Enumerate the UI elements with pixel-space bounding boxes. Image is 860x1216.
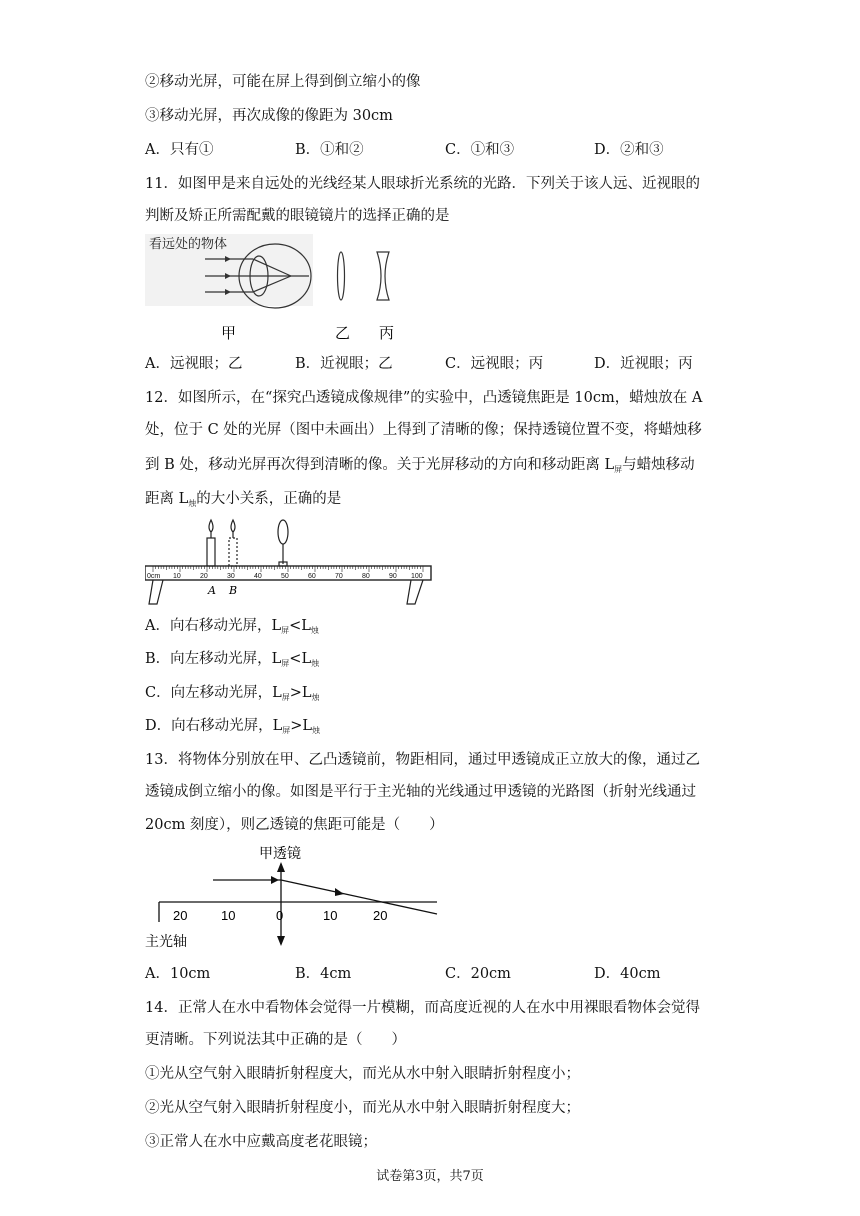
tick-label: 20	[200, 573, 208, 580]
q12-stem-2: 处，位于 C 处的光屏（图中未画出）上得到了清晰的像；保持透镜位置不变，将蜡烛移	[145, 422, 702, 438]
q12-option-a[interactable]: A．向右移动光屏，$L_屏<L_烛$	[145, 618, 319, 635]
tick-label: 70	[335, 573, 343, 580]
q14-statement-3: ③正常人在水中应戴高度老花眼镜；	[145, 1134, 377, 1150]
q12-stem-3: 到 B 处，移动光屏再次得到清晰的像。关于光屏移动的方向和移动距离 $L_屏$与蜡烛移动	[145, 457, 695, 474]
label-bing: 丙	[379, 325, 395, 342]
optical-bench-figure	[145, 516, 435, 608]
q13-stem-3: 20cm 刻度），则乙透镜的焦距可能是（ ）	[145, 817, 444, 833]
q11-option-c[interactable]: C．远视眼；丙	[445, 356, 544, 372]
q13-option-d[interactable]: D．40cm	[594, 966, 661, 982]
q12-stem-4: 距离 $L_烛$的大小关系，正确的是	[145, 491, 342, 508]
candle-b	[229, 538, 237, 566]
refracted-ray	[281, 880, 437, 914]
q14-stem-1: 14．正常人在水中看物体会觉得一片模糊，而高度近视的人在水中用裸眼看物体会觉得	[145, 1000, 700, 1016]
q13-option-a[interactable]: A．10cm	[145, 966, 211, 982]
tick-label: 10	[221, 908, 236, 923]
axis-label: 主光轴	[145, 933, 187, 949]
tick-label: 90	[389, 573, 397, 580]
q14-stem-2: 更清晰。下列说法其中正确的是（ ）	[145, 1032, 406, 1048]
lens-bottom-arrow	[277, 936, 285, 946]
label-yi: 乙	[335, 325, 351, 342]
q11-stem-1: 11．如图甲是来自远处的光线经某人眼球折光系统的光路．下列关于该人远、近视眼的	[145, 176, 700, 192]
tick-label: 20	[173, 908, 188, 923]
tick-label: 30	[227, 573, 235, 580]
lens-icon	[278, 520, 288, 544]
q11-option-a[interactable]: A．远视眼；乙	[145, 356, 243, 372]
refracted-arrow	[335, 888, 344, 896]
candle-a	[207, 538, 215, 566]
concave-lens-icon	[377, 252, 389, 300]
tick-label: 20	[373, 908, 388, 923]
lens-top-arrow	[277, 862, 285, 872]
q14-statement-2: ②光从空气射入眼睛折射程度小，而光从水中射入眼睛折射程度大；	[145, 1100, 580, 1116]
convex-lens-icon	[338, 252, 345, 300]
q10-options	[145, 140, 745, 160]
q12-option-d[interactable]: D．向右移动光屏，$L_屏>L_烛$	[145, 718, 321, 735]
tick-label: 40	[254, 573, 262, 580]
statement-2: ②移动光屏，可能在屏上得到倒立缩小的像	[145, 74, 421, 90]
q10-option-a[interactable]: A．只有①	[145, 142, 214, 158]
q12-option-c[interactable]: C．向左移动光屏，$L_屏>L_烛$	[145, 685, 320, 702]
lens-label: 甲透镜	[259, 845, 301, 861]
page-footer: 试卷第3页，共7页	[376, 1169, 484, 1184]
q13-option-c[interactable]: C．20cm	[445, 966, 511, 982]
q11-option-b[interactable]: B．近视眼；乙	[295, 356, 393, 372]
tick-label: 10	[323, 908, 338, 923]
q12-stem-1: 12．如图所示，在“探究凸透镜成像规律”的实验中，凸透镜焦距是 10cm，蜡烛放在 A	[145, 390, 703, 406]
q14-statement-1: ①光从空气射入眼睛折射程度大，而光从水中射入眼睛折射程度小；	[145, 1066, 580, 1082]
figure-caption: 看远处的物体	[149, 236, 228, 251]
tick-label: 100	[411, 573, 423, 580]
bench-leg-right	[407, 580, 423, 604]
q10-option-d[interactable]: D．②和③	[594, 142, 664, 158]
q13-option-b[interactable]: B．4cm	[295, 966, 352, 982]
q11-option-d[interactable]: D．近视眼；丙	[594, 356, 693, 372]
tick-label: 50	[281, 573, 289, 580]
q10-option-c[interactable]: C．①和③	[445, 142, 515, 158]
flame-a	[209, 520, 213, 532]
tick-label: 80	[362, 573, 370, 580]
q13-options	[145, 964, 745, 984]
q13-stem-1: 13．将物体分别放在甲、乙凸透镜前，物距相同，通过甲透镜成正立放大的像，通过乙	[145, 752, 700, 768]
q10-option-b[interactable]: B．①和②	[295, 142, 364, 158]
eye-diagram-figure	[145, 234, 415, 346]
q13-stem-2: 透镜成倒立缩小的像。如图是平行于主光轴的光线通过甲透镜的光路图（折射光线通过	[145, 784, 696, 800]
point-label-b: B	[229, 584, 238, 597]
lens-ray-figure	[145, 842, 440, 954]
q12-option-b[interactable]: B．向左移动光屏，$L_屏<L_烛$	[145, 651, 320, 668]
flame-b	[231, 520, 235, 532]
tick-label: 10	[173, 573, 181, 580]
q11-stem-2: 判断及矫正所需配戴的眼镜镜片的选择正确的是	[145, 208, 450, 224]
incident-arrow	[271, 876, 279, 884]
label-jia: 甲	[221, 325, 237, 342]
tick-label: 60	[308, 573, 316, 580]
q11-options	[145, 354, 745, 374]
point-label-a: A	[208, 584, 216, 597]
statement-3: ③移动光屏，再次成像的像距为 30cm	[145, 108, 393, 124]
tick-label: 0cm	[147, 573, 161, 580]
tick-label: 0	[276, 908, 284, 923]
bench-leg-left	[149, 580, 163, 604]
